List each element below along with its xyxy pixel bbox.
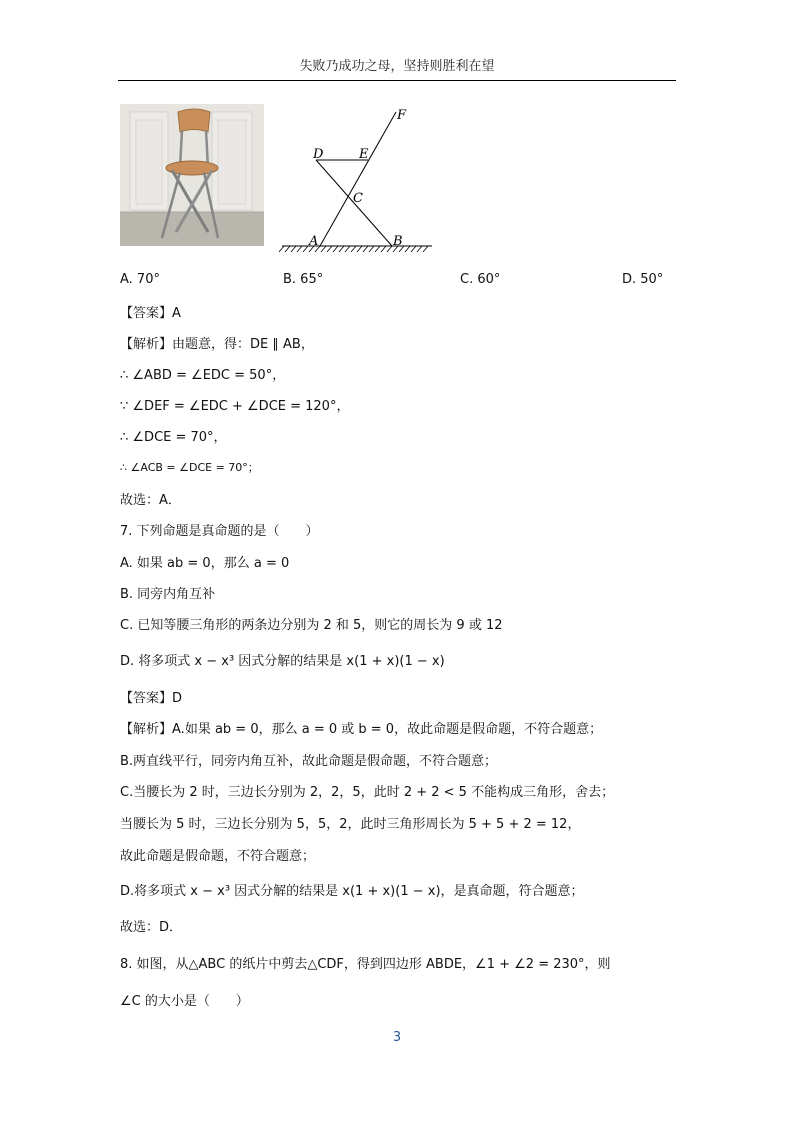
page-number: 3 [392,1030,402,1045]
segment-AF [320,112,396,246]
label-A: A [309,234,319,249]
q6-analysis-5: ∴ ∠ACB = ∠DCE = 70°； [120,461,259,474]
geometry-diagram [276,100,444,260]
folding-chair-photo [120,104,264,246]
q7-analysis-3: C.当腰长为 2 时，三边长分别为 2，2，5，此时 2 + 2 < 5 不能构成三角形，舍去； [120,785,615,800]
q7-analysis-6: D.将多项式 x − x³ 因式分解的结果是 x(1 + x)(1 − x)，是真命题，符合题意； [120,884,584,899]
page-header: 失败乃成功之母，坚持则胜利在望 [299,59,495,74]
label-F: F [397,108,407,123]
q6-answer: 【答案】A [120,306,181,321]
label-B: B [393,234,403,249]
q6-option-d: D. 50° [622,272,664,287]
q6-option-c: C. 60° [460,272,501,287]
q6-conclusion: 故选：A． [120,493,181,508]
q7-conclusion: 故选：D． [120,920,183,935]
header-rule [118,80,676,81]
q7-option-c: C. 已知等腰三角形的两条边分别为 2 和 5，则它的周长为 9 或 12 [120,618,503,633]
label-D: D [313,147,324,162]
q8-stem-line1: 8. 如图，从△ABC 的纸片中剪去△CDF，得到四边形 ABDE，∠1 + ∠2 = 230°，则 [120,957,611,972]
q6-analysis-4: ∴ ∠DCE = 70°， [120,430,227,445]
q6-analysis-2: ∴ ∠ABD = ∠EDC = 50°， [120,368,286,383]
q7-option-b: B. 同旁内角互补 [120,587,216,602]
q7-answer: 【答案】D [120,691,183,706]
q7-option-a: A. 如果 ab = 0，那么 a = 0 [120,556,290,571]
q6-option-a: A. 70° [120,272,160,287]
q6-option-b: B. 65° [283,272,324,287]
q7-analysis-1: 【解析】A.如果 ab = 0，那么 a = 0 或 b = 0，故此命题是假命题，不符合题意； [120,722,603,737]
label-E: E [359,147,369,162]
label-C: C [353,191,363,206]
q7-analysis-4: 当腰长为 5 时，三边长分别为 5，5，2，此时三角形周长为 5 + 5 + 2 = 12， [120,817,581,832]
q6-analysis-3: ∵ ∠DEF = ∠EDC + ∠DCE = 120°， [120,399,350,414]
q7-stem: 7. 下列命题是真命题的是（ ） [120,524,319,539]
q7-option-d: D. 将多项式 x − x³ 因式分解的结果是 x(1 + x)(1 − x) [120,654,445,669]
q8-stem-line2: ∠C 的大小是（ ） [120,994,249,1009]
q7-analysis-5: 故此命题是假命题，不符合题意； [120,849,316,864]
q7-analysis-2: B.两直线平行，同旁内角互补，故此命题是假命题，不符合题意； [120,754,498,769]
q6-analysis-1: 【解析】由题意，得：DE ∥ AB， [120,337,314,352]
